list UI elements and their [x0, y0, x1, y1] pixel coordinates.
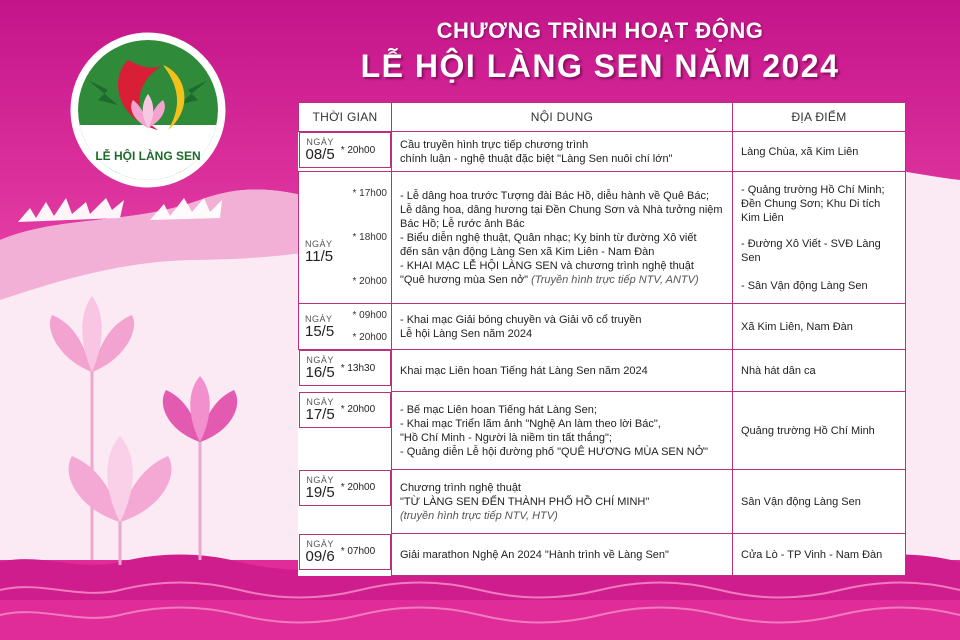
content-cell: [392, 172, 733, 304]
content-text: "Quê hương mùa Sen nở": [400, 273, 529, 286]
day-word: NGÀY: [306, 538, 334, 549]
time-value: * 20h00: [340, 404, 376, 415]
table-header-row: [299, 103, 906, 132]
location-cell: [733, 132, 906, 172]
time-cell: [299, 304, 392, 350]
time-value: * 20h00: [352, 275, 387, 287]
date-value: 08/5: [305, 146, 335, 163]
location-line: Sân Vận động Làng Sen: [741, 495, 861, 508]
location-line: Nhà hát dân ca: [741, 364, 816, 377]
content-line: - KHAI MẠC LỄ HỘI LÀNG SEN và chương trình nghệ thuật: [400, 259, 694, 272]
location-line: Kim Liên: [741, 211, 784, 224]
location-line: - Quảng trường Hồ Chí Minh;: [741, 183, 885, 196]
location-cell: [733, 172, 906, 304]
content-line: Giải marathon Nghệ An 2024 "Hành trình về Làng Sen": [400, 548, 669, 561]
date-block: [304, 475, 335, 501]
date-block: [304, 355, 335, 381]
time-cell: [299, 470, 392, 506]
location-line: - Sân Vận động Làng Sen: [741, 279, 868, 292]
content-line: Cầu truyền hình trực tiếp chương trình: [400, 138, 589, 151]
date-block: [304, 137, 335, 163]
content-line: - Khai mạc Triển lãm ảnh "Nghệ An làm theo lời Bác",: [400, 417, 661, 430]
location-line: Làng Chùa, xã Kim Liên: [741, 145, 859, 158]
time-value: * 09h00: [352, 309, 387, 321]
date-value: 15/5: [305, 322, 335, 340]
content-cell: [392, 534, 733, 576]
location-line: Đền Chung Sơn; Khu Di tích: [741, 197, 881, 210]
location-line: - Đường Xô Viết - SVĐ Làng Sen: [741, 237, 881, 264]
content-line: đến sân vận động Làng Sen xã Kim Liên - Nam Đàn: [400, 245, 655, 258]
time-value: * 20h00: [340, 144, 376, 156]
broadcast-note: (truyền hình trực tiếp NTV, HTV): [400, 509, 558, 522]
time-cell: [299, 172, 392, 304]
table-row: [299, 392, 906, 470]
content-line: - Bế mạc Liên hoan Tiếng hát Làng Sen;: [400, 403, 597, 416]
time-cell: [299, 392, 392, 428]
day-word: NGÀY: [305, 238, 333, 249]
logo-text: LỄ HỘI LÀNG SEN: [95, 149, 201, 163]
time-value: * 17h00: [352, 188, 387, 200]
content-cell: [392, 304, 733, 350]
location-line: Cửa Lò - TP Vinh - Nam Đàn: [741, 548, 883, 561]
location-cell: [733, 534, 906, 576]
time-value: * 18h00: [352, 231, 387, 243]
content-line: Lễ dâng hoa, dâng hương tại Đền Chung Sơn và Nhà tưởng niệm: [400, 203, 723, 216]
content-line: chính luận - nghệ thuật đặc biệt "Làng Sen nuôi chí lớn": [400, 152, 673, 165]
time-list: [353, 304, 387, 349]
page-subtitle: CHƯƠNG TRÌNH HOẠT ĐỘNG: [436, 18, 764, 43]
day-word: NGÀY: [306, 474, 334, 485]
content-cell: [392, 470, 733, 534]
header-location: ĐỊA ĐIỂM: [733, 103, 906, 132]
content-line: [400, 273, 724, 287]
table-row: [299, 132, 906, 172]
date-value: 19/5: [305, 483, 335, 501]
content-line: "Hồ Chí Minh - Người là niềm tin tất thắng";: [400, 431, 612, 444]
content-line: - Khai mạc Giải bóng chuyền và Giải võ cổ truyền: [400, 313, 642, 326]
location-line: Xã Kim Liên, Nam Đàn: [741, 320, 853, 333]
date-value: 09/6: [305, 547, 335, 565]
date-value: 16/5: [305, 364, 335, 381]
date-block: [304, 539, 335, 565]
location-cell: [733, 350, 906, 392]
day-word: NGÀY: [306, 396, 334, 407]
location-line: Quảng trường Hồ Chí Minh: [741, 424, 875, 437]
time-value: * 13h30: [340, 362, 376, 374]
table-row: [299, 172, 906, 304]
page-title: LỄ HỘI LÀNG SEN NĂM 2024: [360, 48, 840, 84]
content-line: Khai mạc Liên hoan Tiếng hát Làng Sen năm 2024: [400, 364, 648, 377]
time-value: * 07h00: [340, 546, 376, 557]
table-row: [299, 534, 906, 576]
content-line: - Biểu diễn nghệ thuật, Quân nhạc; Kỵ binh từ đường Xô viết: [400, 231, 697, 244]
content-cell: [392, 350, 733, 392]
header-content: NỘI DUNG: [392, 103, 733, 132]
festival-logo: [68, 30, 228, 190]
day-word: NGÀY: [305, 313, 333, 324]
time-value: * 20h00: [352, 332, 387, 344]
date-value: 17/5: [305, 405, 335, 423]
content-cell: [392, 392, 733, 470]
content-line: Chương trình nghệ thuật: [400, 481, 521, 494]
time-cell: [299, 132, 392, 168]
time-value: * 20h00: [340, 482, 376, 493]
schedule-table: [298, 102, 906, 576]
date-block: [304, 397, 335, 423]
location-cell: [733, 470, 906, 534]
content-line: "TỪ LÀNG SEN ĐẾN THÀNH PHỐ HỒ CHÍ MINH": [400, 495, 650, 508]
content-line: Lễ hội Làng Sen năm 2024: [400, 327, 533, 340]
content-line: - Lễ dâng hoa trước Tượng đài Bác Hồ, diễu hành về Quê Bác;: [400, 189, 710, 202]
time-cell: [299, 350, 392, 386]
broadcast-note: (Truyền hình trực tiếp NTV, ANTV): [531, 273, 699, 286]
content-cell: [392, 132, 733, 172]
day-word: NGÀY: [306, 355, 334, 365]
content-line: - Quảng diễn Lễ hội đường phố "QUÊ HƯƠNG MÙA SEN NỞ": [400, 445, 709, 458]
table-row: [299, 304, 906, 350]
location-cell: [733, 392, 906, 470]
content-line: Bác Hồ; Lễ rước ảnh Bác: [400, 217, 525, 230]
location-cell: [733, 304, 906, 350]
day-word: NGÀY: [306, 137, 334, 147]
table-row: [299, 470, 906, 534]
time-cell: [299, 534, 392, 570]
time-list: [353, 172, 387, 303]
date-value: 11/5: [305, 247, 334, 265]
table-row: [299, 350, 906, 392]
header-time: THỜI GIAN: [299, 103, 392, 132]
